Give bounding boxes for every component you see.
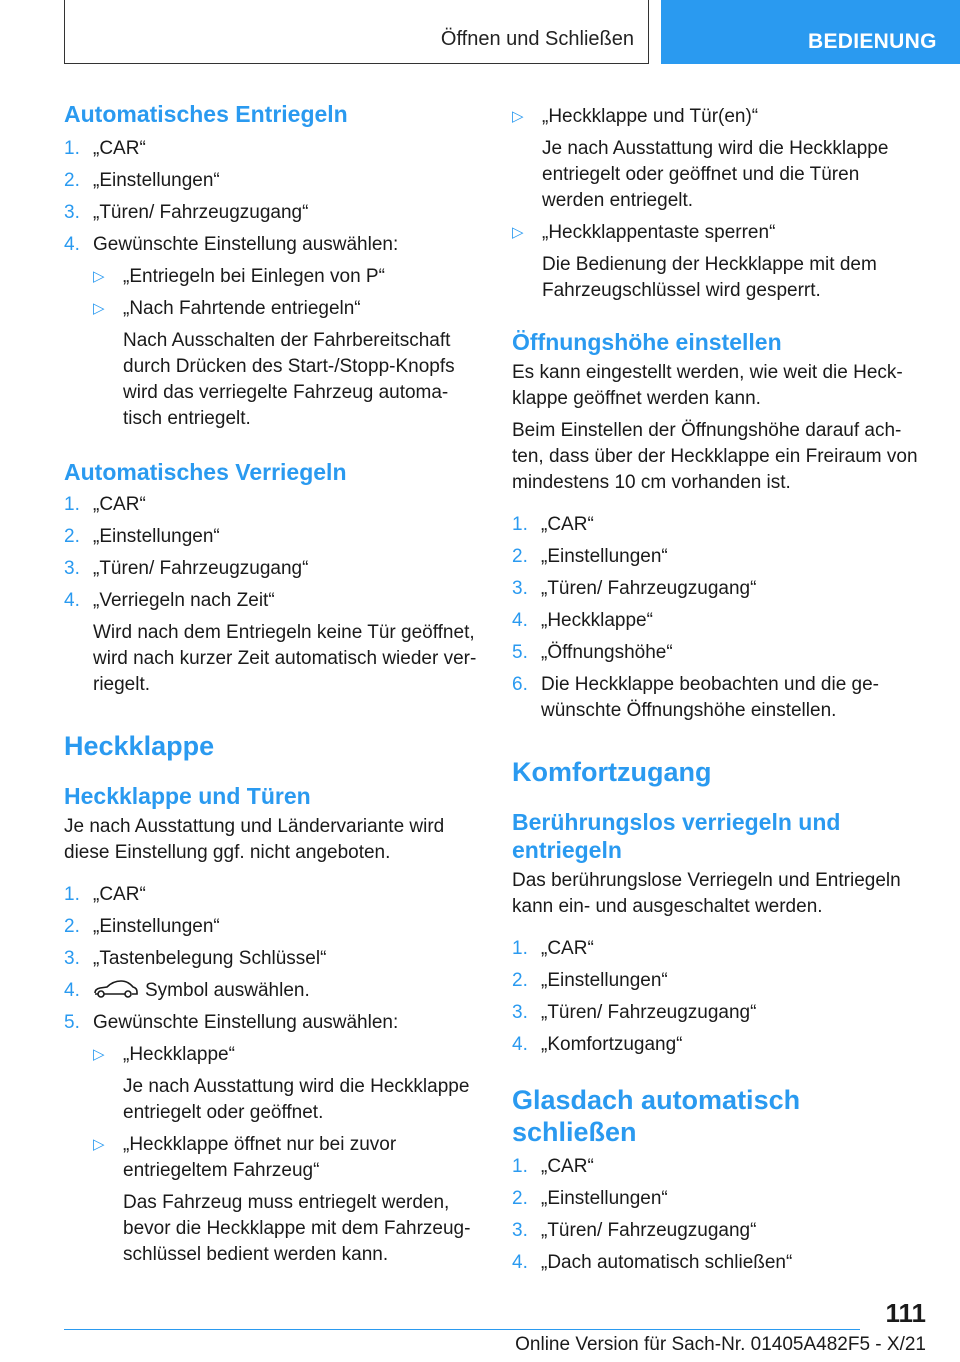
step-text: Gewünschte Einstellung auswählen: <box>93 1012 399 1033</box>
step-number: 2. <box>64 916 80 937</box>
step-text: „CAR“ <box>93 494 146 515</box>
list-item <box>64 168 484 194</box>
step-number: 3. <box>512 1220 528 1241</box>
desc-line: bevor die Heckklappe mit dem Fahrzeug- <box>123 1218 471 1239</box>
list-komfortzugang <box>512 936 932 1058</box>
list-oeffnungshoehe <box>512 512 932 724</box>
paragraph-line: Beim Einstellen der Öffnungshöhe darauf ach- <box>512 420 902 441</box>
list-item <box>512 608 932 634</box>
step-text: „CAR“ <box>541 1156 594 1177</box>
desc-line: Die Bedienung der Heckklappe mit dem <box>542 254 877 275</box>
desc-line: riegelt. <box>93 674 151 695</box>
list-item <box>64 1010 484 1268</box>
triangle-right-icon: ▷ <box>93 268 105 285</box>
sub-list-continued <box>512 104 932 304</box>
sub-item-text: „Heckklappe und Tür(en)“ <box>542 106 759 127</box>
footer-divider <box>64 1329 860 1330</box>
desc-line: durch Drücken des Start-/Stopp-Knopfs <box>123 356 455 377</box>
list-item <box>64 136 484 162</box>
sub-item <box>93 1042 484 1126</box>
triangle-right-icon: ▷ <box>93 1136 105 1153</box>
heading-automatisches-verriegeln: Automatisches Verriegeln <box>64 459 347 485</box>
list-item <box>512 1032 932 1058</box>
triangle-right-icon: ▷ <box>93 300 105 317</box>
left-column <box>64 100 484 1268</box>
list-item <box>512 544 932 570</box>
footer-version: Online Version für Sach-Nr. 01405A482F5 - X/21 <box>515 1334 926 1355</box>
step-number: 3. <box>64 558 80 579</box>
desc-line: Nach Ausschalten der Fahrbereitschaft <box>123 330 451 351</box>
step-text: „Einstellungen“ <box>541 1188 668 1209</box>
desc-line: wird das verriegelte Fahrzeug automa- <box>123 382 449 403</box>
step-number: 4. <box>64 234 80 255</box>
list-item <box>64 556 484 582</box>
step-text: „Einstellungen“ <box>541 970 668 991</box>
step-number: 4. <box>64 980 80 1001</box>
step-text: „Einstellungen“ <box>93 916 220 937</box>
sub-item-text: entriegeltem Fahrzeug“ <box>123 1160 320 1181</box>
list-item <box>512 640 932 666</box>
step-number: 2. <box>64 170 80 191</box>
sub-item-description <box>542 252 932 304</box>
step-number: 1. <box>512 938 528 959</box>
step-number: 5. <box>512 642 528 663</box>
list-item <box>64 524 484 550</box>
step-text: „Öffnungshöhe“ <box>541 642 673 663</box>
sub-item <box>512 220 932 304</box>
step-text: „Türen/ Fahrzeugzugang“ <box>93 202 309 223</box>
step-text: „Türen/ Fahrzeugzugang“ <box>541 1002 757 1023</box>
desc-line: werden entriegelt. <box>542 190 694 211</box>
list-item <box>64 232 484 432</box>
paragraph-line: ten, dass über der Heckklappe ein Freiraum von <box>512 446 918 467</box>
step-number: 2. <box>512 1188 528 1209</box>
list-glasdach <box>512 1154 932 1276</box>
sub-item-description <box>123 1074 484 1126</box>
header-title: Öffnen und Schließen <box>440 28 634 50</box>
step-text: „Heckklappe“ <box>541 610 653 631</box>
step-number: 3. <box>64 948 80 969</box>
step-number: 3. <box>512 1002 528 1023</box>
paragraph <box>512 360 932 412</box>
heading-oeffnungshoehe: Öffnungshöhe einstellen <box>512 329 782 355</box>
list-entriegeln <box>64 136 484 432</box>
step-text: „CAR“ <box>541 938 594 959</box>
paragraph-line: klappe geöffnet werden kann. <box>512 388 761 409</box>
sub-item-description <box>542 136 932 214</box>
sub-item-description <box>123 328 484 432</box>
step-number: 6. <box>512 674 528 695</box>
step-description <box>93 620 484 698</box>
step-number: 5. <box>64 1012 80 1033</box>
step-number: 1. <box>512 514 528 535</box>
car-icon <box>93 978 139 1000</box>
step-number: 1. <box>64 494 80 515</box>
step-text: „CAR“ <box>541 514 594 535</box>
paragraph <box>512 418 932 496</box>
desc-line: Das Fahrzeug muss entriegelt werden, <box>123 1192 450 1213</box>
step-text: „CAR“ <box>93 884 146 905</box>
paragraph-line: Je nach Ausstattung und Ländervariante wird <box>64 816 445 837</box>
step-number: 1. <box>64 884 80 905</box>
list-item <box>512 1186 932 1212</box>
chapter-heckklappe: Heckklappe <box>64 731 215 761</box>
step-text: Symbol auswählen. <box>145 980 310 1001</box>
page-number: 111 <box>885 1298 926 1328</box>
list-item <box>64 492 484 518</box>
desc-line: Je nach Ausstattung wird die Heckklappe <box>542 138 889 159</box>
heading-heckklappe-und-tueren: Heckklappe und Türen <box>64 783 311 809</box>
step-number: 4. <box>512 610 528 631</box>
step-text: „Türen/ Fahrzeugzugang“ <box>93 558 309 579</box>
list-item <box>512 672 932 724</box>
triangle-right-icon: ▷ <box>512 108 524 125</box>
list-item <box>64 200 484 226</box>
list-item <box>64 914 484 940</box>
step-text: „Komfortzugang“ <box>541 1034 683 1055</box>
sub-item-text: „Entriegeln bei Einlegen von P“ <box>123 266 385 287</box>
list-heckklappe <box>64 882 484 1268</box>
sub-item-text: „Heckklappentaste sperren“ <box>542 222 776 243</box>
paragraph-line: kann ein- und ausgeschaltet werden. <box>512 896 823 917</box>
chapter-glasdach: Glasdach automatisch schließen <box>512 1085 801 1147</box>
step-text: „Einstellungen“ <box>93 526 220 547</box>
list-item <box>64 588 484 698</box>
list-item <box>512 576 932 602</box>
step-number: 1. <box>512 1156 528 1177</box>
list-item <box>512 968 932 994</box>
header-tab-bedienung[interactable]: BEDIENUNG <box>661 0 960 64</box>
sub-item-text: „Nach Fahrtende entriegeln“ <box>123 298 361 319</box>
desc-line: Je nach Ausstattung wird die Heckklappe <box>123 1076 470 1097</box>
step-number: 3. <box>512 578 528 599</box>
desc-line: tisch entriegelt. <box>123 408 251 429</box>
desc-line: entriegelt oder geöffnet. <box>123 1102 324 1123</box>
step-text: „Dach automatisch schließen“ <box>541 1252 793 1273</box>
step-text: Gewünschte Einstellung auswählen: <box>93 234 399 255</box>
step-number: 4. <box>512 1252 528 1273</box>
step-number: 2. <box>512 970 528 991</box>
step-text: „Verriegeln nach Zeit“ <box>93 590 275 611</box>
list-item <box>512 1154 932 1180</box>
list-item <box>64 978 484 1004</box>
step-text: „Tastenbelegung Schlüssel“ <box>93 948 327 969</box>
header-frame <box>64 0 649 64</box>
sub-item-text: „Heckklappe“ <box>123 1044 235 1065</box>
list-item <box>512 1218 932 1244</box>
list-item <box>64 882 484 908</box>
sub-item <box>93 296 484 432</box>
triangle-right-icon: ▷ <box>93 1046 105 1063</box>
sub-item <box>512 104 932 214</box>
heading-line: entriegeln <box>512 837 622 863</box>
desc-line: entriegelt oder geöffnet und die Türen <box>542 164 860 185</box>
step-number: 2. <box>512 546 528 567</box>
sub-item-description <box>123 1190 484 1268</box>
list-item <box>512 1000 932 1026</box>
paragraph-line: Es kann eingestellt werden, wie weit die Heck- <box>512 362 903 383</box>
list-item <box>512 936 932 962</box>
sub-item <box>93 1132 484 1268</box>
step-number: 2. <box>64 526 80 547</box>
paragraph-line: Das berührungslose Verriegeln und Entriegeln <box>512 870 901 891</box>
paragraph <box>512 868 932 920</box>
paragraph-line: diese Einstellung ggf. nicht angeboten. <box>64 842 391 863</box>
step-number: 3. <box>64 202 80 223</box>
step-text: „Einstellungen“ <box>93 170 220 191</box>
heading-line: Berührungslos verriegeln und <box>512 809 841 835</box>
step-text: „Einstellungen“ <box>541 546 668 567</box>
step-text: „Türen/ Fahrzeugzugang“ <box>541 578 757 599</box>
list-item <box>512 512 932 538</box>
step-text: Die Heckklappe beobachten und die ge- <box>541 674 880 695</box>
step-text: „Türen/ Fahrzeugzugang“ <box>541 1220 757 1241</box>
desc-line: schlüssel bedient werden kann. <box>123 1244 389 1265</box>
step-text: wünschte Öffnungshöhe einstellen. <box>541 700 837 721</box>
right-column <box>512 104 932 1276</box>
step-text: „CAR“ <box>93 138 146 159</box>
list-item <box>512 1250 932 1276</box>
desc-line: wird nach kurzer Zeit automatisch wieder ver- <box>93 648 477 669</box>
sub-item-text: „Heckklappe öffnet nur bei zuvor <box>123 1134 397 1155</box>
heading-automatisches-entriegeln: Automatisches Entriegeln <box>64 101 348 127</box>
paragraph-line: mindestens 10 cm vorhanden ist. <box>512 472 791 493</box>
sub-item <box>93 264 484 290</box>
triangle-right-icon: ▷ <box>512 224 524 241</box>
desc-line: Wird nach dem Entriegeln keine Tür geöffnet, <box>93 622 475 643</box>
desc-line: Fahrzeugschlüssel wird gesperrt. <box>542 280 821 301</box>
chapter-komfortzugang: Komfortzugang <box>512 757 712 787</box>
list-verriegeln <box>64 492 484 698</box>
paragraph-intro <box>64 814 484 866</box>
step-number: 4. <box>64 590 80 611</box>
step-number: 1. <box>64 138 80 159</box>
step-number: 4. <box>512 1034 528 1055</box>
heading-beruehrungslos <box>512 808 932 864</box>
list-item <box>64 946 484 972</box>
